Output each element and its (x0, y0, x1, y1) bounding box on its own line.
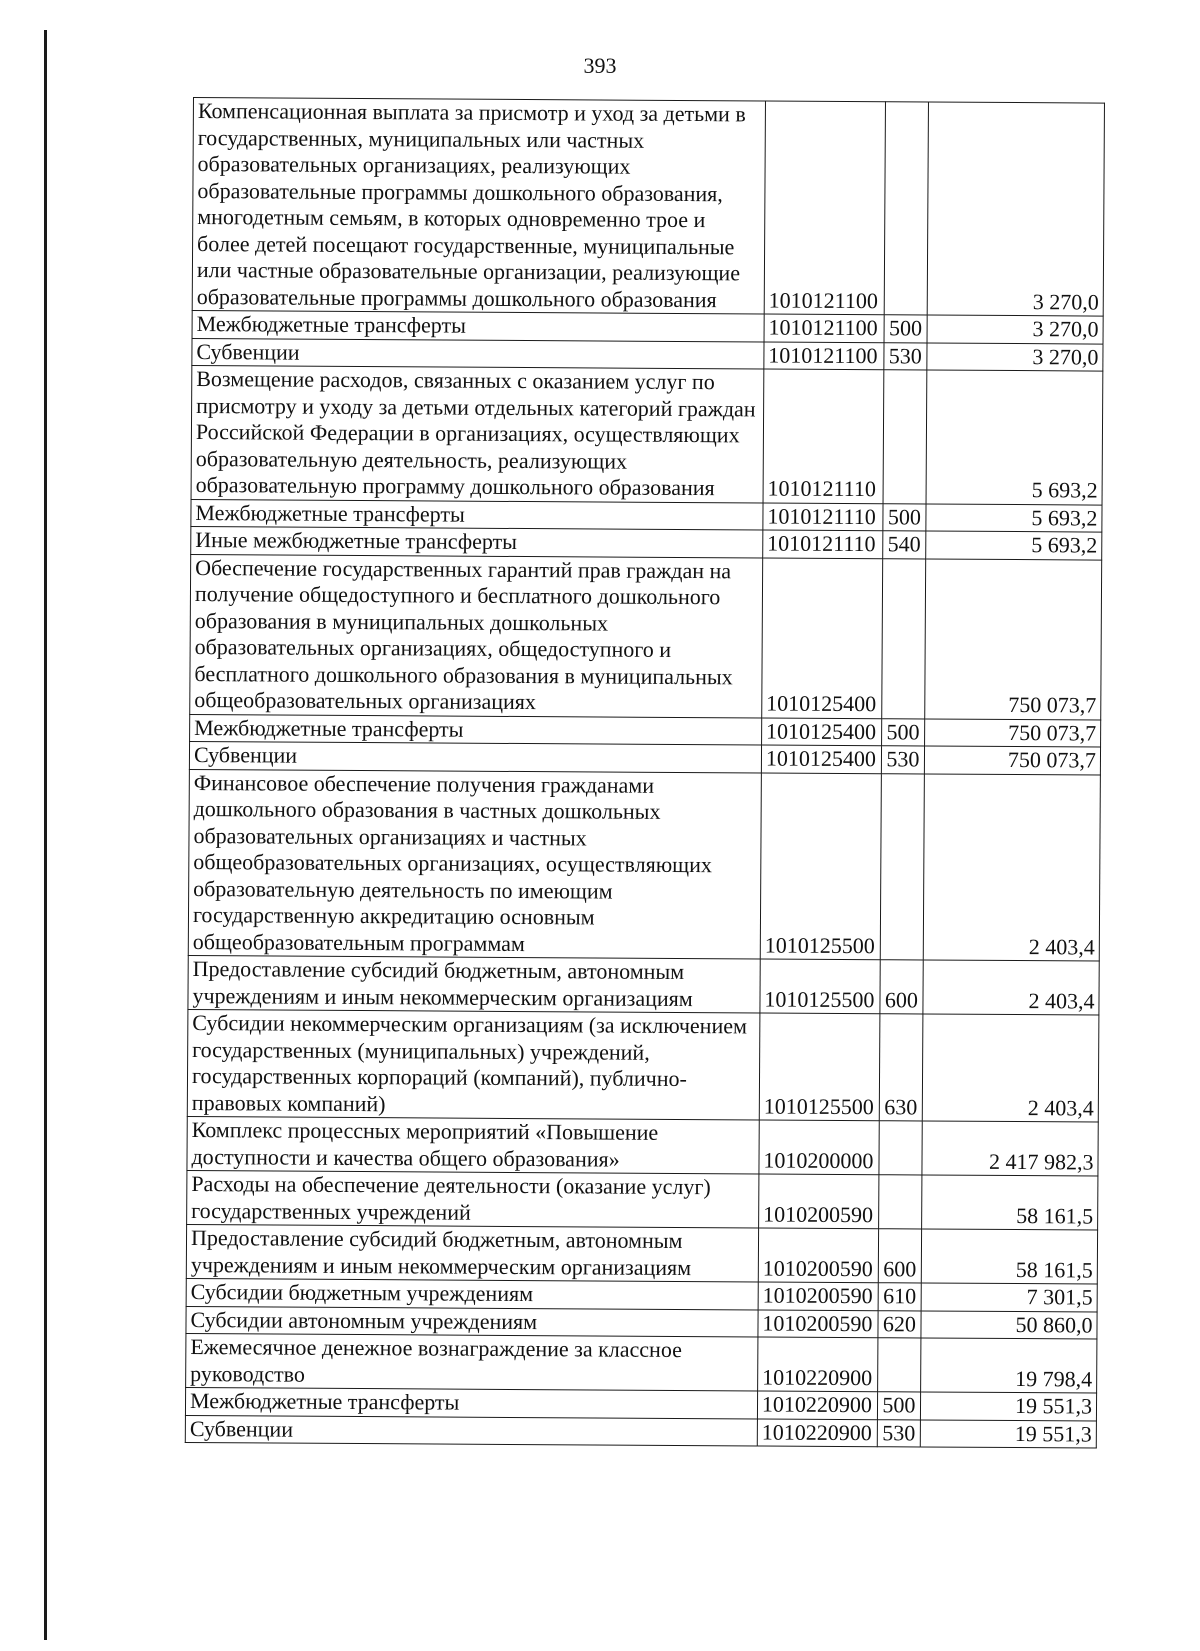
expense-name-cell: Субвенции (192, 338, 764, 369)
target-code-cell: 1010125500 (759, 1013, 880, 1121)
target-code-cell: 1010121100 (764, 314, 885, 342)
expense-name-cell: Субсидии некоммерческим организациям (за исключением государственных (муниципальных) учреждений, государственных корпораций (компаний), публично-правовых компаний) (187, 1009, 760, 1119)
target-code-cell: 1010125400 (762, 557, 883, 718)
target-code-cell: 1010220900 (758, 1337, 879, 1392)
expense-name-cell: Межбюджетные трансферты (192, 310, 764, 341)
expense-name-cell: Комплекс процессных мероприятий «Повышение доступности и качества общего образования» (187, 1116, 759, 1173)
amount-cell: 2 403,4 (923, 1014, 1099, 1122)
expense-name-cell: Обеспечение государственных гарантий прав граждан на получение общедоступного и бесплатного дошкольного образования в муниципальных дошкольных образовательных организациях, общедоступного и бесплатного дошкольного образования в муниципальных общеобразовательных организациях (190, 554, 763, 717)
table-row (188, 955, 1099, 1015)
expense-name-cell: Финансовое обеспечение получения гражданами дошкольного образования в частных дошкольных образовательных организациях и частных общеобразовательных организациях, осуществляющих образовательную деятельность по имеющим государственную аккредитацию основным общеобразовательным программам (188, 769, 761, 959)
expense-name-cell: Возмещение расходов, связанных с оказанием услуг по присмотру и уходу за детьми отдельных категорий граждан Российской Федерации в организациях, осуществляющих образовательную деятельность, реализующих образовательную программу дошкольного образования (191, 365, 764, 502)
expense-name-cell: Субсидии бюджетным учреждениям (186, 1278, 758, 1309)
expense-type-cell: 500 (878, 1392, 921, 1420)
amount-cell: 3 270,0 (927, 315, 1103, 344)
amount-cell: 5 693,2 (926, 503, 1102, 532)
target-code-cell: 1010220900 (757, 1391, 878, 1419)
table-row (186, 1333, 1097, 1393)
target-code-cell: 1010220900 (757, 1418, 878, 1446)
expense-name-cell: Межбюджетные трансферты (190, 714, 762, 745)
expense-type-cell: 500 (882, 718, 925, 746)
table-row (187, 1170, 1098, 1230)
expense-type-cell (883, 370, 927, 504)
table-row (186, 1224, 1097, 1284)
budget-table (185, 97, 1105, 1449)
table-row (187, 1116, 1098, 1176)
expense-type-cell (878, 1338, 921, 1392)
expense-name-cell: Межбюджетные трансферты (191, 499, 763, 530)
expense-type-cell: 500 (883, 503, 926, 531)
amount-cell: 7 301,5 (921, 1283, 1097, 1312)
expense-type-cell: 530 (882, 746, 925, 774)
target-code-cell: 1010125500 (760, 959, 881, 1014)
table-row (190, 554, 1102, 720)
expense-name-cell: Субвенции (185, 1415, 757, 1446)
expense-type-cell: 530 (884, 342, 927, 370)
target-code-cell: 1010121100 (764, 341, 885, 369)
table-row (192, 98, 1104, 317)
expense-type-cell (879, 1121, 922, 1175)
expense-type-cell (882, 558, 926, 718)
page-number: 393 (583, 53, 617, 78)
target-code-cell: 1010200590 (758, 1228, 879, 1283)
expense-name-cell: Межбюджетные трансферты (185, 1387, 757, 1418)
expense-type-cell: 610 (879, 1283, 922, 1311)
target-code-cell: 1010200590 (759, 1174, 880, 1229)
expense-type-cell: 530 (878, 1419, 921, 1447)
amount-cell: 50 860,0 (921, 1310, 1097, 1339)
amount-cell: 2 417 982,3 (922, 1121, 1098, 1176)
target-code-cell: 1010121110 (763, 502, 884, 530)
expense-type-cell (881, 773, 925, 960)
expense-type-cell (885, 102, 929, 315)
expense-name-cell: Ежемесячное денежное вознаграждение за классное руководство (186, 1333, 758, 1390)
target-code-cell: 1010121110 (763, 369, 884, 503)
expense-name-cell: Субсидии автономным учреждениям (186, 1306, 758, 1337)
amount-cell: 19 551,3 (921, 1419, 1097, 1448)
target-code-cell: 1010200590 (758, 1282, 879, 1310)
expense-name-cell: Предоставление субсидий бюджетным, автономным учреждениям и иным некоммерческим организациям (186, 1224, 758, 1281)
target-code-cell: 1010125500 (760, 772, 882, 959)
amount-cell: 2 403,4 (923, 960, 1099, 1015)
expense-type-cell: 500 (884, 315, 927, 343)
expense-name-cell: Предоставление субсидий бюджетным, автономным учреждениям и иным некоммерческим организациям (188, 955, 760, 1012)
expense-type-cell: 540 (883, 531, 926, 559)
expense-name-cell: Иные межбюджетные трансферты (191, 526, 763, 557)
table-row (185, 1415, 1096, 1448)
amount-cell: 750 073,7 (925, 718, 1101, 747)
expense-type-cell (879, 1175, 922, 1229)
amount-cell: 58 161,5 (922, 1229, 1098, 1284)
expense-type-cell: 600 (879, 1229, 922, 1283)
expense-type-cell: 600 (880, 960, 923, 1014)
expense-name-cell: Компенсационная выплата за присмотр и уход за детьми в государственных, муниципальных или частных образовательных организациях, реализующих образовательные программы дошкольного образования, многодетным семьям, в которых одновременно трое и более детей посещают государственные, муниципальные или частные образовательные организации, реализующие образовательные программы дошкольного образования (192, 98, 765, 314)
target-code-cell: 1010200000 (759, 1120, 880, 1175)
amount-cell: 3 270,0 (927, 102, 1104, 316)
amount-cell: 750 073,7 (925, 746, 1101, 775)
table-row (188, 769, 1100, 961)
target-code-cell: 1010121100 (764, 101, 886, 315)
target-code-cell: 1010121110 (763, 530, 884, 558)
amount-cell: 750 073,7 (925, 558, 1102, 719)
expense-type-cell: 620 (878, 1310, 921, 1338)
amount-cell: 19 551,3 (921, 1392, 1097, 1421)
target-code-cell: 1010125400 (761, 717, 882, 745)
amount-cell: 58 161,5 (922, 1175, 1098, 1230)
target-code-cell: 1010125400 (761, 745, 882, 773)
table-row (187, 1009, 1099, 1122)
expense-name-cell: Расходы на обеспечение деятельности (оказание услуг) государственных учреждений (187, 1170, 759, 1227)
amount-cell: 3 270,0 (927, 342, 1103, 371)
table-row (191, 365, 1103, 504)
amount-cell: 2 403,4 (924, 773, 1101, 961)
amount-cell: 19 798,4 (921, 1338, 1097, 1393)
amount-cell: 5 693,2 (926, 370, 1102, 505)
target-code-cell: 1010200590 (758, 1309, 879, 1337)
expense-name-cell: Субвенции (189, 741, 761, 772)
expense-type-cell: 630 (880, 1014, 924, 1121)
scan-edge-line (44, 30, 47, 1640)
amount-cell: 5 693,2 (926, 531, 1102, 560)
